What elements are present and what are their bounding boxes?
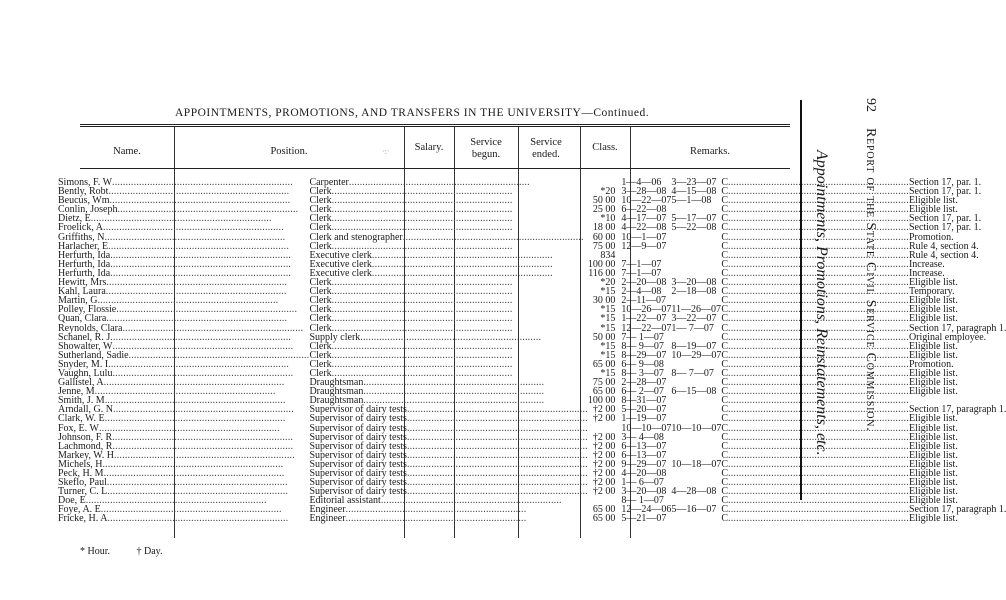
cell-begun: 6—22—08 <box>621 204 667 216</box>
cell-begun: 2—4—08 <box>621 286 662 298</box>
cell-salary: *20 <box>600 186 616 198</box>
cell-text: Clerk <box>309 358 332 370</box>
cell-begun: 7—1—07 <box>621 258 662 270</box>
cell-remarks: Eligible list. <box>908 340 958 352</box>
cell-text: Smith, J. M <box>58 395 105 407</box>
cell-salary: *15 <box>600 304 616 316</box>
cell-text: C <box>721 195 729 207</box>
side-section-title: Appointments, Promotions, Reinstatements, etc. <box>813 150 830 456</box>
cell-remarks: Eligible list. <box>908 313 958 325</box>
cell-begun: 1—19—07 <box>621 413 667 425</box>
cell-salary: 100 00 <box>587 258 616 270</box>
cell-text: Executive clerk <box>309 258 372 270</box>
cell-text: C <box>721 295 729 307</box>
cell-remarks: Eligible list. <box>908 277 958 289</box>
cell-text: Doe, E <box>58 495 86 507</box>
cell-text: Clerk <box>309 295 332 307</box>
cell-salary: 75 00 <box>592 377 616 389</box>
cell-text: C <box>721 431 729 443</box>
cell-text: Clerk <box>309 304 332 316</box>
cell-text: Lachmond, R <box>58 440 113 452</box>
cell-ended: 5—16—07 <box>671 504 717 516</box>
cell-remarks: Eligible list. <box>908 495 958 507</box>
cell-text: Markey, W. H <box>58 449 115 461</box>
cell-text: Clerk <box>309 322 332 334</box>
cell-salary: *15 <box>600 349 616 361</box>
cell-begun: 2—11—07 <box>621 295 666 307</box>
cell-text: Clark, W. E <box>58 413 105 425</box>
cell-ended <box>671 233 721 242</box>
header-rule <box>80 168 790 169</box>
cell-remarks: Rule 4, section 4. <box>908 249 979 261</box>
cell-ended: 6—15—08 <box>671 386 717 398</box>
cell-text: C <box>721 186 729 198</box>
cell-text: C <box>721 358 729 370</box>
cell-salary: †2 00 <box>592 431 616 443</box>
cell-salary: †2 00 <box>592 404 616 416</box>
cell-text: C <box>721 286 729 298</box>
cell-text: Supervisor of dairy tests <box>309 440 407 452</box>
cell-salary: *15 <box>600 313 616 325</box>
cell-remarks: Eligible list. <box>908 349 958 361</box>
cell-text: Clerk <box>309 313 332 325</box>
cell-ended: 5—22—08 <box>671 222 717 234</box>
cell-text: Schanel, R. J <box>58 331 111 343</box>
cell-remarks: Eligible list. <box>908 304 958 316</box>
cell-text: C <box>721 513 729 525</box>
cell-begun: 4—17—07 <box>621 213 667 225</box>
cell-text: Snyder, M. I <box>58 358 109 370</box>
cell-remarks: Section 17, par. 1. <box>908 177 982 188</box>
cell-text: Kahl, Laura <box>58 286 106 298</box>
cell-ended: 4—15—08 <box>671 186 717 198</box>
cell-remarks: Section 17, paragraph 1. <box>908 504 1006 516</box>
cell-begun: 10—1—07 <box>621 231 667 243</box>
cell-text: Clerk <box>309 340 332 352</box>
cell-begun: 4—22—08 <box>621 222 667 234</box>
cell-salary: 25 00 <box>592 204 616 216</box>
cell-text: Gallistel, A <box>58 377 104 389</box>
cell-text: C <box>721 404 729 416</box>
cell-text: C <box>721 477 729 489</box>
cell-text: C <box>721 486 729 498</box>
cell-text: Supervisor of dairy tests <box>309 468 407 479</box>
cell-ended: 4—28—08 <box>671 486 717 498</box>
top-rule <box>80 124 790 125</box>
cell-ended: 8—19—07 <box>671 340 717 352</box>
top-rule-double <box>80 126 790 127</box>
side-rule <box>800 100 802 500</box>
header-name: Name. <box>113 146 141 157</box>
page-title: APPOINTMENTS, PROMOTIONS, AND TRANSFERS IN THE UNIVERSITY—Continued. <box>175 107 650 119</box>
cell-begun: 12—9—07 <box>621 240 667 252</box>
cell-remarks: Promotion. <box>908 231 954 243</box>
cell-salary: 50 00 <box>592 331 616 343</box>
side-report-title: Report of the State Civil Service Commission. <box>863 128 878 432</box>
cell-salary: *15 <box>600 367 616 379</box>
cell-ended <box>671 469 721 478</box>
cell-remarks: Eligible list. <box>908 386 958 398</box>
cell-begun: 10—26—07 <box>621 304 672 316</box>
cell-text: Clerk <box>309 277 332 289</box>
cell-text: C <box>721 204 729 216</box>
cell-text: Griffiths, N <box>58 231 105 243</box>
cell-text: C <box>721 249 729 261</box>
cell-remarks: Eligible list. <box>908 422 958 434</box>
cell-begun: 1— 6—07 <box>621 477 664 489</box>
cell-ended: 5—17—07 <box>671 213 717 225</box>
cell-text: Clerk and stenographer <box>309 231 403 243</box>
cell-text: C <box>721 340 729 352</box>
cell-begun: 5—20—07 <box>621 404 667 416</box>
cell-text: C <box>721 495 729 507</box>
cell-text: Carpenter <box>309 177 349 188</box>
cell-salary: *15 <box>600 322 616 334</box>
cell-salary: 100 00 <box>587 395 616 407</box>
cell-remarks: Eligible list. <box>908 449 958 461</box>
cell-text: Vaughn, Lulu <box>58 367 113 379</box>
cell-ended <box>671 442 721 451</box>
cell-salary: 60 00 <box>592 231 616 243</box>
cell-remarks: Eligible list. <box>908 440 958 452</box>
cell-text: Supervisor of dairy tests <box>309 404 407 416</box>
cell-begun: 3—28—08 <box>621 186 667 198</box>
footnotes <box>80 546 187 557</box>
cell-begun: 8— 3—07 <box>621 367 664 379</box>
cell-remarks: Eligible list. <box>908 295 958 307</box>
dot-leader <box>728 514 909 523</box>
cell-text: C <box>721 322 729 334</box>
cell-ended: 2—18—08 <box>671 286 717 298</box>
cell-text: Clerk <box>309 286 332 298</box>
cell-text: Herfurth, Ida <box>58 258 111 270</box>
cell-salary: 75 00 <box>592 240 616 252</box>
cell-ended <box>671 396 721 405</box>
cell-text: Showalter, W <box>58 340 113 352</box>
cell-begun: 9—29—07 <box>621 458 667 470</box>
cell-salary: 65 00 <box>592 504 616 516</box>
cell-text: C <box>721 313 729 325</box>
cell-cls <box>721 514 909 523</box>
cell-text: Draughtsman <box>309 386 364 398</box>
cell-salary: 834 <box>600 249 616 261</box>
table-row <box>58 514 1006 523</box>
cell-begun: 1—4—06 <box>621 177 662 188</box>
cell-ended: 10—10—07 <box>671 422 722 434</box>
cell-position <box>309 514 587 523</box>
cell-remarks: Eligible list. <box>908 468 958 479</box>
cell-text: Bently, Robt <box>58 186 109 198</box>
header-class: Class. <box>592 142 618 153</box>
cell-begun: 3—20—08 <box>621 486 667 498</box>
cell-text: C <box>721 449 729 461</box>
cell-text: Draughtsman <box>309 395 364 407</box>
cell-begun: 7— 1—07 <box>621 331 664 343</box>
cell-text: Conlin, Joseph <box>58 204 118 216</box>
cell-remarks: Original employee. <box>908 331 987 343</box>
cell-salary: 116 00 <box>588 267 616 279</box>
cell-begun: 1—22—07 <box>621 313 667 325</box>
cell-salary: *20 <box>600 277 616 289</box>
cell-ended: 10—18—07 <box>671 458 722 470</box>
cell-text: Executive clerk <box>309 249 372 261</box>
cell-remarks: Eligible list. <box>908 377 958 389</box>
cell-begun: 2—20—08 <box>621 277 667 289</box>
cell-text: Johnson, F. R <box>58 431 113 443</box>
cell-text: Foye, A. E <box>58 504 101 516</box>
cell-remarks: Eligible list. <box>908 458 958 470</box>
cell-text: Michels, H <box>58 458 103 470</box>
cell-text: C <box>721 413 729 425</box>
cell-text: Clerk <box>309 204 332 216</box>
cell-name <box>58 514 309 523</box>
cell-text: Fox, E. W <box>58 422 99 434</box>
cell-remarks: Eligible list. <box>908 431 958 443</box>
cell-ended: 1— 7—07 <box>671 322 714 334</box>
cell-text: Turner, C. L <box>58 486 108 498</box>
cell-text: C <box>721 468 729 479</box>
cell-salary: †2 00 <box>592 413 616 425</box>
cell-text: Polley, Flossie <box>58 304 117 316</box>
cell-begun: 6—13—07 <box>621 449 667 461</box>
cell-text: Editorial assistant <box>309 495 381 507</box>
cell-begun: 8—29—07 <box>621 349 667 361</box>
cell-remarks: Temporary. <box>908 286 955 298</box>
cell-salary: 65 00 <box>592 513 616 525</box>
dot-leader <box>346 514 588 523</box>
cell-ended: 3—23—07 <box>671 177 717 188</box>
cell-text: Clerk <box>309 213 332 225</box>
cell-text: Supervisor of dairy tests <box>309 413 407 425</box>
cell-text: C <box>721 258 729 270</box>
cell-remarks: Section 17, par. 1. <box>908 186 982 198</box>
header-service-ended: Service ended. <box>530 137 562 160</box>
cell-remarks: Eligible list. <box>908 195 958 207</box>
cell-salary: 30 00 <box>592 295 616 307</box>
cell-begun: 10—22—07 <box>621 195 672 207</box>
cell-text: Sutherland, Sadie <box>58 349 129 361</box>
cell-text: Clerk <box>309 195 332 207</box>
cell-text: Hewitt, Mrs <box>58 277 107 289</box>
cell-begun: 7—1—07 <box>621 267 662 279</box>
cell-text: C <box>721 222 729 234</box>
cell-salary: †2 00 <box>592 458 616 470</box>
side-page-number: 92 <box>863 98 878 112</box>
cell-salary: †2 00 <box>592 440 616 452</box>
cell-text: Simons, F. W <box>58 177 113 188</box>
cell-begun: 8— 9—07 <box>621 340 664 352</box>
cell-text: C <box>721 395 729 407</box>
cell-text: Supervisor of dairy tests <box>309 486 407 498</box>
cell-ended: 8— 7—07 <box>671 367 714 379</box>
header-remarks: Remarks. <box>690 146 730 157</box>
cell-ended: 3—20—08 <box>671 277 717 289</box>
cell-ended: 3—22—07 <box>671 313 717 325</box>
cell-ended <box>671 514 721 523</box>
cell-text: Supervisor of dairy tests <box>309 431 407 443</box>
cell-text: Supervisor of dairy tests <box>309 458 407 470</box>
cell-salary: 50 00 <box>592 195 616 207</box>
cell-text: C <box>721 231 729 243</box>
cell-remarks: Section 17, paragraph 1. <box>908 322 1006 334</box>
cell-begun: 5—21—07 <box>621 513 667 525</box>
cell-text: Jenne, M <box>58 386 95 398</box>
cell-text: C <box>721 304 729 316</box>
cell-text: Martin, G <box>58 295 98 307</box>
cell-ended <box>671 433 721 442</box>
header-service-begun: Service begun. <box>470 137 502 160</box>
cell-begun: 8— 1—07 <box>621 495 664 507</box>
cell-begun: 8—31—07 <box>621 395 667 407</box>
cell-ended: 5—1—08 <box>671 195 712 207</box>
cell-text: C <box>721 440 729 452</box>
cell-remarks: Eligible list. <box>908 413 958 425</box>
cell-remarks: Rule 4, section 4. <box>908 240 979 252</box>
cell-text: C <box>721 177 729 188</box>
cell-remarks: Eligible list. <box>908 486 958 498</box>
cell-text: Supervisor of dairy tests <box>309 422 407 434</box>
cell-ended <box>671 242 721 251</box>
cell-text: C <box>721 277 729 289</box>
cell-text: Clerk <box>309 240 332 252</box>
cell-text: C <box>721 377 729 389</box>
cell-salary: †2 00 <box>592 468 616 479</box>
cell-text: Harlacher, E <box>58 240 109 252</box>
cell-text: Clerk <box>309 222 332 234</box>
cell-text: C <box>721 386 729 398</box>
cell-text: Dietz, E <box>58 213 91 225</box>
cell-text: C <box>721 267 729 279</box>
cell-text: Skeflo, Paul <box>58 477 107 489</box>
cell-remarks: Eligible list. <box>908 367 958 379</box>
cell-text: Draughtsman <box>309 377 364 389</box>
cell-begun: 2—28—07 <box>621 377 667 389</box>
cell-salary: †2 00 <box>592 449 616 461</box>
cell-text: C <box>721 213 729 225</box>
cell-text: C <box>721 422 729 434</box>
cell-text: Engineer <box>309 504 346 516</box>
cell-begun: 12—24—06 <box>621 504 672 516</box>
cell-salary: *15 <box>600 286 616 298</box>
cell-ended: 11—26—07 <box>671 304 721 316</box>
cell-text: Herfurth, Ida <box>58 267 111 279</box>
header-smudge: ·:· <box>382 147 390 156</box>
cell-salary: 65 00 <box>592 386 616 398</box>
cell-remarks: Section 17, paragraph 1. <box>908 404 1006 416</box>
cell-text: Supervisor of dairy tests <box>309 449 407 461</box>
cell-begun: 10—10—07 <box>621 422 672 434</box>
cell-text: Herfurth, Ida <box>58 249 111 261</box>
cell-text: Clerk <box>309 367 332 379</box>
cell-remarks: Promotion. <box>908 358 954 370</box>
cell-text: C <box>721 349 729 361</box>
cell-text: C <box>721 240 729 252</box>
cell-begun: 6— 9—08 <box>621 358 664 370</box>
header-position: Position. <box>270 146 308 157</box>
cell-ended: 10—29—07 <box>671 349 722 361</box>
cell-ended <box>671 260 721 269</box>
footnote-hour: * Hour. <box>80 546 110 557</box>
cell-text: Beucus, Wm <box>58 195 110 207</box>
cell-salary: 18 00 <box>592 222 616 234</box>
cell-remarks: Increase. <box>908 267 945 279</box>
cell-text: Supply clerk <box>309 331 361 343</box>
dot-leader <box>107 514 309 523</box>
cell-text: C <box>721 367 729 379</box>
cell-remarks: Eligible list. <box>908 204 958 216</box>
cell-begun: 6—13—07 <box>621 440 667 452</box>
cell-ended <box>671 405 721 414</box>
cell-remarks: Eligible list. <box>908 477 958 489</box>
cell-text: Executive clerk <box>309 267 372 279</box>
cell-text: Fricke, H. A <box>58 513 108 525</box>
cell-remarks: Eligible list. <box>908 513 958 525</box>
cell-begun: 6— 2—07 <box>621 386 664 398</box>
cell-text: Peck, H. M <box>58 468 104 479</box>
cell-ended <box>671 251 721 260</box>
cell-text: Clerk <box>309 349 332 361</box>
cell-text: Engineer <box>309 513 346 525</box>
cell-salary: †2 00 <box>592 486 616 498</box>
cell-begun: 4—20—08 <box>621 468 667 479</box>
cell-begun: 3— 4—08 <box>621 431 664 443</box>
cell-text: Supervisor of dairy tests <box>309 477 407 489</box>
cell-text: Froelick, A <box>58 222 103 234</box>
cell-text: C <box>721 331 729 343</box>
cell-begun: 12—22—07 <box>621 322 672 334</box>
cell-text: C <box>721 504 729 516</box>
cell-salary: *15 <box>600 340 616 352</box>
cell-remarks: Section 17, par. 1. <box>908 213 982 225</box>
footnote-day: † Day. <box>136 546 163 557</box>
header-salary: Salary. <box>414 142 444 153</box>
cell-salary: *10 <box>600 213 616 225</box>
cell-text: Clerk <box>309 186 332 198</box>
cell-text: Reynolds, Clara <box>58 322 123 334</box>
cell-remarks: Increase. <box>908 258 945 270</box>
cell-salary: 65 00 <box>592 358 616 370</box>
cell-remarks: Section 17, par. 1. <box>908 222 982 234</box>
cell-salary: †2 00 <box>592 477 616 489</box>
cell-text: Arndall, G. N <box>58 404 113 416</box>
cell-text: C <box>721 458 729 470</box>
cell-text: Quan, Clara <box>58 313 107 325</box>
